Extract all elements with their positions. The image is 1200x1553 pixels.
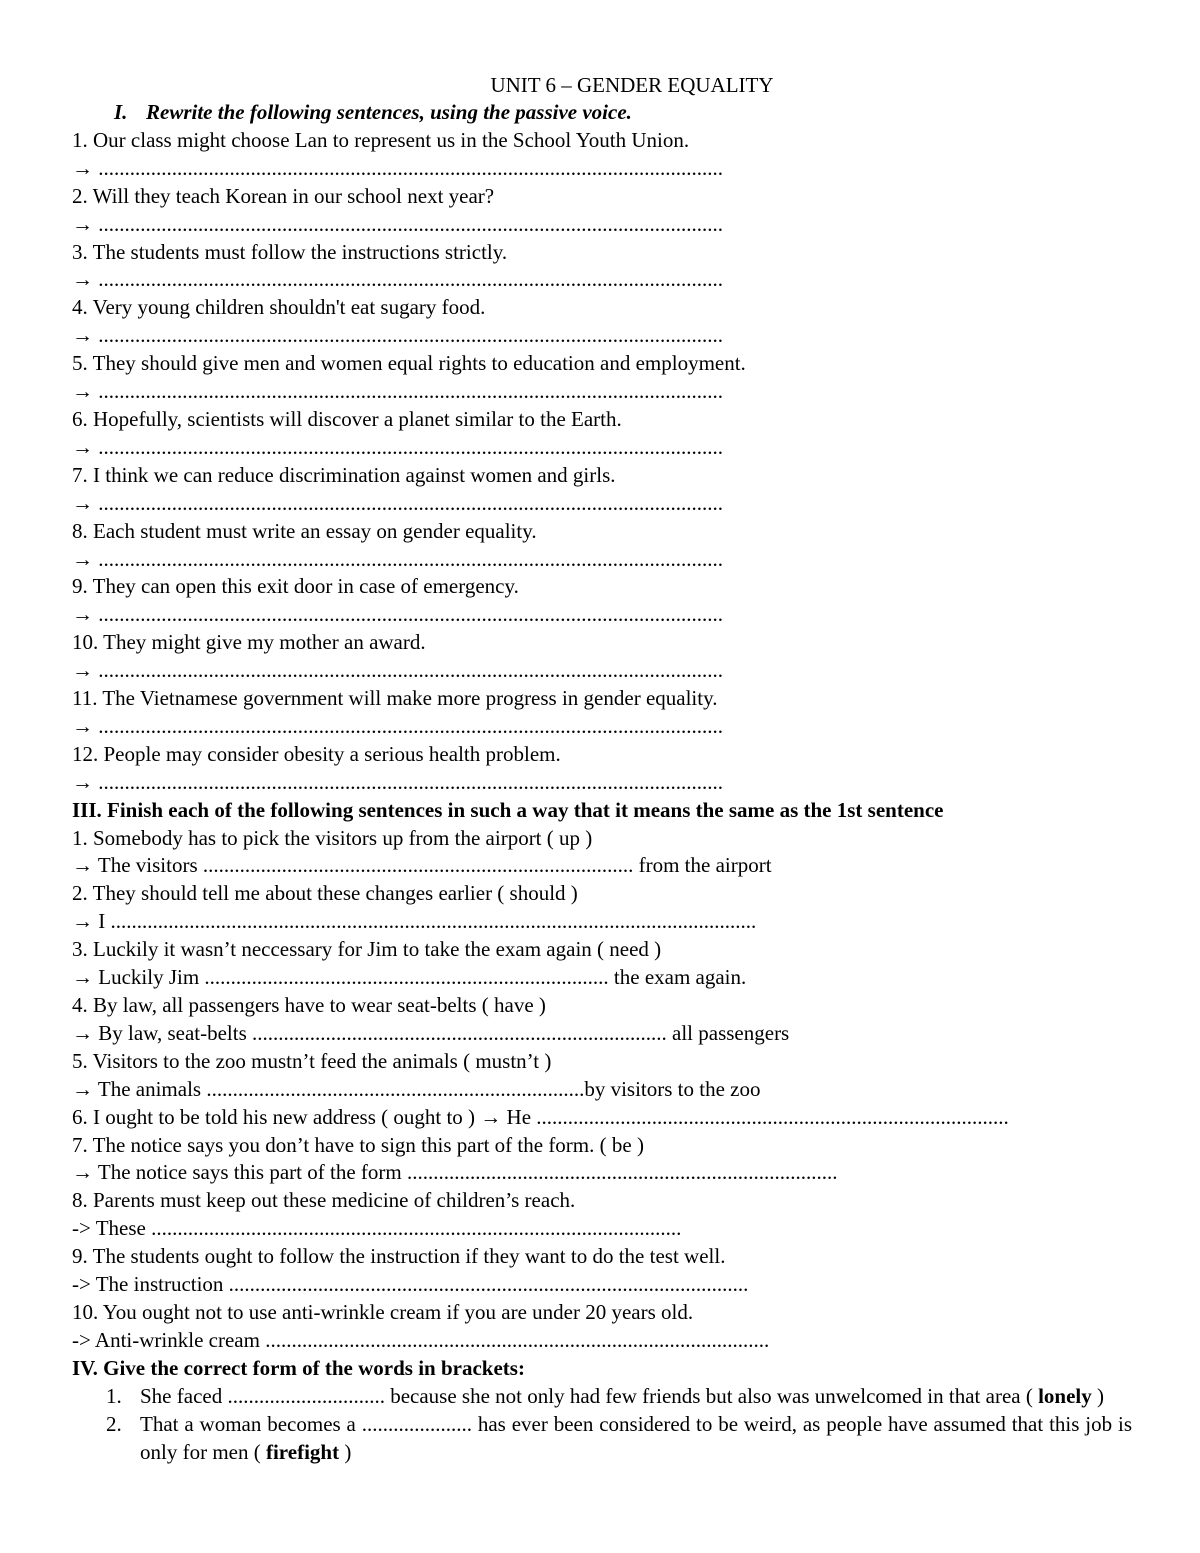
section-4-heading: IV. Give the correct form of the words in brackets:	[72, 1355, 525, 1380]
answer-line[interactable]: → Luckily Jim ............................................................................. the exam again.	[72, 965, 747, 990]
section-3-items	[72, 825, 1132, 1355]
question: 3. The students must follow the instructions strictly.	[72, 239, 508, 264]
list-item-number: 2.	[106, 1411, 122, 1436]
list-item-number: 1.	[106, 1383, 122, 1408]
question: 1. Our class might choose Lan to represent us in the School Youth Union.	[72, 127, 690, 152]
question: 3. Luckily it wasn’t neccessary for Jim to take the exam again ( need )	[72, 937, 662, 962]
bracket-close: )	[344, 1439, 352, 1464]
question: 5. They should give men and women equal rights to education and employment.	[72, 351, 746, 376]
answer-line[interactable]: -> Anti-wrinkle cream ................................................................................................	[72, 1327, 770, 1352]
question: 7. I think we can reduce discrimination against women and girls.	[72, 462, 616, 487]
question: 6. Hopefully, scientists will discover a planet similar to the Earth.	[72, 406, 622, 431]
question: 8. Parents must keep out these medicine of children’s reach.	[72, 1188, 576, 1213]
question: 5. Visitors to the zoo mustn’t feed the animals ( mustn’t )	[72, 1048, 552, 1073]
section-1-heading-text: Rewrite the following sentences, using the passive voice.	[146, 100, 632, 124]
question: 10. You ought not to use anti-wrinkle cream if you are under 20 years old.	[72, 1299, 694, 1324]
question: 1. Somebody has to pick the visitors up from the airport ( up )	[72, 825, 593, 850]
question: 8. Each student must write an essay on gender equality.	[72, 518, 537, 543]
answer-line[interactable]: → .......................................................................................................................	[72, 769, 723, 794]
answer-line[interactable]: → The animals ........................................................................by visitors to the zoo	[72, 1076, 761, 1101]
answer-line[interactable]: -> These .....................................................................................................	[72, 1216, 682, 1241]
answer-line[interactable]: → The notice says this part of the form ..................................................................................	[72, 1160, 838, 1185]
answer-line[interactable]: → .......................................................................................................................	[72, 379, 723, 404]
answer-line[interactable]: → .......................................................................................................................	[72, 323, 723, 348]
question: 12. People may consider obesity a serious health problem.	[72, 741, 561, 766]
question: 2. They should tell me about these changes earlier ( should )	[72, 881, 578, 906]
answer-line[interactable]: → The visitors .................................................................................. from the airport	[72, 853, 772, 878]
list-item-text[interactable]	[140, 1411, 1132, 1467]
question: 10. They might give my mother an award.	[72, 630, 426, 655]
section-1-items	[72, 127, 1132, 797]
answer-line[interactable]: → By law, seat-belts ............................................................................... all passengers	[72, 1020, 790, 1045]
answer-line[interactable]: → .......................................................................................................................	[72, 546, 723, 571]
question: 4. By law, all passengers have to wear seat-belts ( have )	[72, 993, 546, 1017]
bracket-word: lonely	[1038, 1383, 1092, 1408]
section-3-heading: III. Finish each of the following sentences in such a way that it means the same as the 1st sentence	[72, 797, 944, 822]
list-item	[72, 1411, 1132, 1467]
question: 7. The notice says you don’t have to sign this part of the form. ( be )	[72, 1132, 644, 1157]
section-1-heading	[72, 99, 1132, 127]
answer-line[interactable]: → .......................................................................................................................	[72, 658, 723, 683]
answer-line[interactable]: → I ...........................................................................................................................	[72, 909, 757, 934]
bracket-word: firefight	[265, 1439, 340, 1464]
section-4-items	[72, 1383, 1132, 1467]
list-item-text[interactable]	[140, 1383, 1132, 1411]
answer-line[interactable]: → .......................................................................................................................	[72, 602, 723, 627]
question: 2. Will they teach Korean in our school next year?	[72, 183, 495, 208]
answer-line[interactable]: → .......................................................................................................................	[72, 267, 723, 292]
item-sentence: That a woman becomes a ..................... has ever been considered to be weird, as people have assumed that this job is only for men (	[140, 1411, 1132, 1464]
question-with-answer-line[interactable]: 6. I ought to be told his new address ( ought to ) → He ..........................................................................................	[72, 1104, 1009, 1129]
section-1-roman: I.	[114, 100, 128, 124]
answer-line[interactable]: -> The instruction ...................................................................................................	[72, 1272, 749, 1297]
answer-line[interactable]: → .......................................................................................................................	[72, 155, 723, 180]
item-sentence: She faced .............................. because she not only had few friends but also was unwelcomed in that area (	[140, 1383, 1033, 1408]
answer-line[interactable]: → .......................................................................................................................	[72, 434, 723, 459]
bracket-close: )	[1097, 1383, 1104, 1408]
answer-line[interactable]: → .......................................................................................................................	[72, 211, 723, 236]
list-item	[72, 1383, 1132, 1411]
answer-line[interactable]: → .......................................................................................................................	[72, 490, 723, 515]
page-title: UNIT 6 – GENDER EQUALITY	[490, 73, 774, 97]
question: 9. The students ought to follow the instruction if they want to do the test well.	[72, 1244, 726, 1269]
question: 4. Very young children shouldn't eat sugary food.	[72, 295, 486, 320]
question: 9. They can open this exit door in case of emergency.	[72, 574, 519, 599]
answer-line[interactable]: → .......................................................................................................................	[72, 713, 723, 738]
question: 11. The Vietnamese government will make more progress in gender equality.	[72, 686, 718, 711]
